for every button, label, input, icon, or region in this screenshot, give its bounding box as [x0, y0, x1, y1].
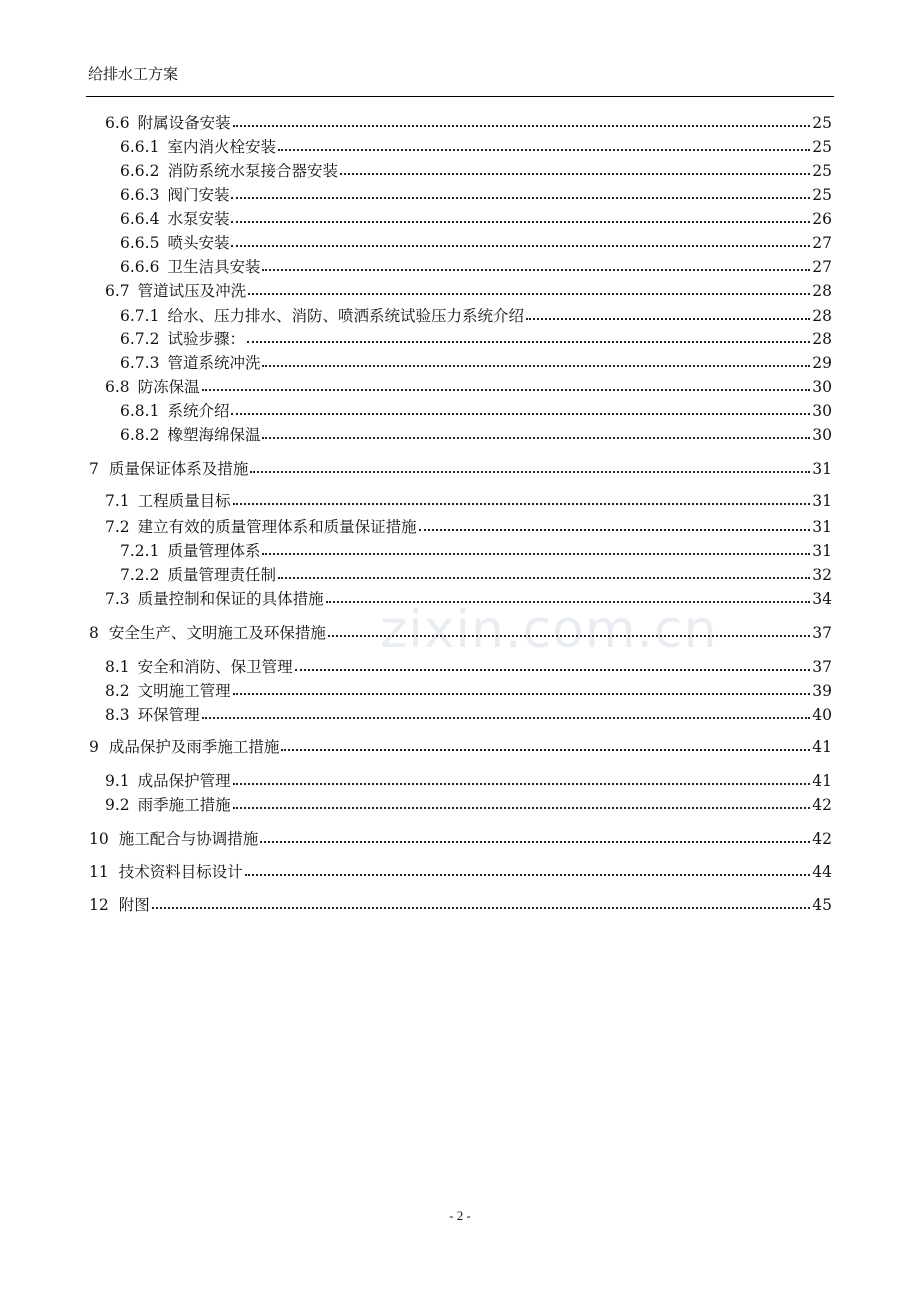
- toc-entry-page: 30: [812, 402, 832, 420]
- toc-entry[interactable]: [105, 280, 832, 302]
- toc-leader-dots: [278, 577, 810, 579]
- toc-entry[interactable]: [120, 208, 832, 230]
- toc-entry-page: 30: [812, 378, 832, 396]
- toc-entry[interactable]: [105, 680, 832, 702]
- page-number: - 2 -: [449, 1208, 471, 1223]
- toc-entry-number: 6.6.2: [120, 162, 160, 180]
- toc-entry[interactable]: [120, 540, 832, 562]
- toc-entry-page: 28: [812, 330, 832, 348]
- toc-leader-dots: [262, 269, 810, 271]
- toc-leader-dots: [247, 341, 810, 343]
- toc-entry-page: 27: [812, 234, 832, 252]
- toc-entry-page: 42: [812, 796, 832, 814]
- toc-entry-title: 橡塑海绵保温: [167, 426, 261, 444]
- toc-entry-number: 6.6.4: [120, 210, 160, 228]
- toc-entry[interactable]: [120, 328, 832, 350]
- toc-entry-number: 6.7.3: [120, 354, 160, 372]
- toc-entry-page: 29: [812, 354, 832, 372]
- toc-entry-title: 消防系统水泵接合器安装: [167, 162, 338, 180]
- toc-leader-dots: [262, 553, 810, 555]
- toc-leader-dots: [262, 437, 810, 439]
- toc-entry-number: 8.2: [105, 682, 130, 700]
- toc-entry-title: 给水、压力排水、消防、喷洒系统试验压力系统介绍: [167, 307, 524, 325]
- toc-entry-title: 成品保护管理: [137, 772, 231, 790]
- toc-entry[interactable]: [120, 424, 832, 446]
- toc-leader-dots: [326, 601, 810, 603]
- toc-leader-dots: [295, 669, 810, 671]
- toc-entry[interactable]: [89, 861, 832, 883]
- toc-leader-dots: [231, 197, 810, 199]
- toc-entry-number: 8: [89, 624, 99, 642]
- toc-leader-dots: [245, 874, 810, 876]
- toc-entry-title: 阀门安装: [167, 186, 230, 204]
- toc-entry[interactable]: [120, 160, 832, 182]
- toc-entry-number: 11: [89, 863, 109, 881]
- toc-entry-number: 6.7.1: [120, 307, 160, 325]
- toc-entry-page: 37: [812, 658, 832, 676]
- toc-leader-dots: [231, 221, 810, 223]
- toc-leader-dots: [262, 365, 810, 367]
- toc-entry-number: 6.8.1: [120, 402, 160, 420]
- toc-entry-page: 26: [812, 210, 832, 228]
- toc-entry-page: 30: [812, 426, 832, 444]
- toc-entry-number: 8.1: [105, 658, 130, 676]
- toc-entry[interactable]: [105, 376, 832, 398]
- toc-entry-number: 6.8: [105, 378, 130, 396]
- toc-entry[interactable]: [105, 704, 832, 726]
- toc-entry-page: 42: [812, 830, 832, 848]
- toc-entry-title: 文明施工管理: [137, 682, 231, 700]
- toc-entry-number: 7.1: [105, 492, 130, 510]
- toc-entry-number: 7: [89, 460, 99, 478]
- watermark: zixin.com.cn: [380, 600, 718, 660]
- toc-leader-dots: [233, 807, 810, 809]
- toc-entry-number: 6.6.6: [120, 258, 160, 276]
- toc-entry-number: 7.3: [105, 590, 130, 608]
- toc-entry-number: 6.6: [105, 114, 130, 132]
- toc-leader-dots: [419, 529, 810, 531]
- toc-entry-page: 31: [812, 542, 832, 560]
- toc-entry-number: 6.8.2: [120, 426, 160, 444]
- toc-entry-title: 防冻保温: [137, 378, 200, 396]
- toc-entry-title: 附属设备安装: [137, 114, 231, 132]
- toc-entry-number: 10: [89, 830, 109, 848]
- toc-entry[interactable]: [120, 256, 832, 278]
- toc-entry-number: 7.2.1: [120, 542, 160, 560]
- toc-leader-dots: [340, 173, 810, 175]
- toc-entry-title: 室内消火栓安装: [167, 138, 276, 156]
- toc-entry[interactable]: [105, 588, 832, 610]
- toc-entry-page: 44: [812, 863, 832, 881]
- toc-leader-dots: [231, 245, 810, 247]
- toc-entry-title: 建立有效的质量管理体系和质量保证措施: [137, 518, 417, 536]
- toc-entry[interactable]: [105, 770, 832, 792]
- toc-entry-page: 39: [812, 682, 832, 700]
- toc-entry-page: 27: [812, 258, 832, 276]
- toc-entry[interactable]: [105, 112, 832, 134]
- toc-entry[interactable]: [105, 656, 832, 678]
- toc-entry-title: 安全生产、文明施工及环保措施: [108, 624, 326, 642]
- toc-entry-page: 28: [812, 282, 832, 300]
- toc-entry[interactable]: [120, 184, 832, 206]
- toc-entry-title: 附图: [118, 896, 150, 914]
- toc-entry-page: 25: [812, 162, 832, 180]
- toc-entry-title: 试验步骤：: [167, 330, 245, 348]
- toc-entry[interactable]: [89, 828, 832, 850]
- toc-entry-title: 管道系统冲洗: [167, 354, 261, 372]
- toc-entry-page: 25: [812, 186, 832, 204]
- toc-entry[interactable]: [89, 894, 832, 916]
- toc-entry-page: 31: [812, 460, 832, 478]
- toc-entry[interactable]: [120, 400, 832, 422]
- toc-entry[interactable]: [89, 622, 832, 644]
- toc-entry-number: 6.7.2: [120, 330, 160, 348]
- toc-leader-dots: [233, 125, 810, 127]
- toc-entry[interactable]: [120, 352, 832, 374]
- toc-leader-dots: [233, 693, 810, 695]
- toc-entry[interactable]: [105, 794, 832, 816]
- toc-entry[interactable]: [120, 232, 832, 254]
- document-header-title: 给排水工方案: [88, 65, 179, 83]
- toc-entry-number: 9.1: [105, 772, 130, 790]
- toc-entry[interactable]: [89, 458, 832, 480]
- toc-entry-title: 工程质量目标: [137, 492, 231, 510]
- toc-leader-dots: [278, 149, 810, 151]
- toc-entry-number: 7.2: [105, 518, 130, 536]
- toc-entry-title: 技术资料目标设计: [118, 863, 243, 881]
- toc-entry-number: 6.6.3: [120, 186, 160, 204]
- toc-leader-dots: [152, 907, 810, 909]
- toc-leader-dots: [250, 471, 810, 473]
- toc-leader-dots: [260, 841, 810, 843]
- toc-entry[interactable]: [105, 516, 832, 538]
- toc-entry-page: 31: [812, 518, 832, 536]
- toc-entry[interactable]: [105, 490, 832, 512]
- toc-entry-page: 31: [812, 492, 832, 510]
- toc-entry-title: 成品保护及雨季施工措施: [108, 738, 280, 756]
- toc-entry-page: 25: [812, 114, 832, 132]
- toc-leader-dots: [233, 783, 810, 785]
- toc-entry-page: 34: [812, 590, 832, 608]
- toc-entry-title: 安全和消防、保卫管理: [137, 658, 293, 676]
- toc-entry-number: 6.6.5: [120, 234, 160, 252]
- toc-entry-page: 41: [812, 738, 832, 756]
- toc-entry-title: 系统介绍: [167, 402, 230, 420]
- toc-entry-title: 施工配合与协调措施: [118, 830, 259, 848]
- toc-entry[interactable]: [89, 736, 832, 758]
- toc-entry-title: 质量控制和保证的具体措施: [137, 590, 324, 608]
- toc-leader-dots: [202, 389, 810, 391]
- toc-entry-title: 质量管理体系: [167, 542, 261, 560]
- toc-leader-dots: [231, 413, 810, 415]
- toc-entry-page: 40: [812, 706, 832, 724]
- toc-entry-title: 雨季施工措施: [137, 796, 231, 814]
- toc-entry-title: 环保管理: [137, 706, 200, 724]
- toc-entry-page: 28: [812, 307, 832, 325]
- toc-entry-title: 卫生洁具安装: [167, 258, 261, 276]
- toc-entry[interactable]: [120, 136, 832, 158]
- toc-entry-number: 8.3: [105, 706, 130, 724]
- toc-leader-dots: [526, 318, 810, 320]
- toc-leader-dots: [202, 717, 810, 719]
- toc-entry-title: 质量保证体系及措施: [108, 460, 249, 478]
- toc-entry-title: 喷头安装: [167, 234, 230, 252]
- toc-entry-page: 41: [812, 772, 832, 790]
- toc-entry-page: 25: [812, 138, 832, 156]
- toc-entry[interactable]: [120, 305, 832, 327]
- toc-entry-page: 32: [812, 566, 832, 584]
- toc-entry-title: 管道试压及冲洗: [137, 282, 247, 300]
- toc-leader-dots: [233, 503, 810, 505]
- toc-entry-number: 9.2: [105, 796, 130, 814]
- toc-leader-dots: [248, 293, 810, 295]
- toc-leader-dots: [281, 749, 810, 751]
- toc-entry-title: 质量管理责任制: [167, 566, 276, 584]
- toc-entry-number: 6.7: [105, 282, 130, 300]
- toc-entry-page: 45: [812, 896, 832, 914]
- toc-entry-title: 水泵安装: [167, 210, 230, 228]
- toc-entry-number: 9: [89, 738, 99, 756]
- toc-entry[interactable]: [120, 564, 832, 586]
- toc-leader-dots: [328, 635, 810, 637]
- toc-entry-page: 37: [812, 624, 832, 642]
- toc-entry-number: 6.6.1: [120, 138, 160, 156]
- toc-entry-number: 12: [89, 896, 109, 914]
- toc-entry-number: 7.2.2: [120, 566, 160, 584]
